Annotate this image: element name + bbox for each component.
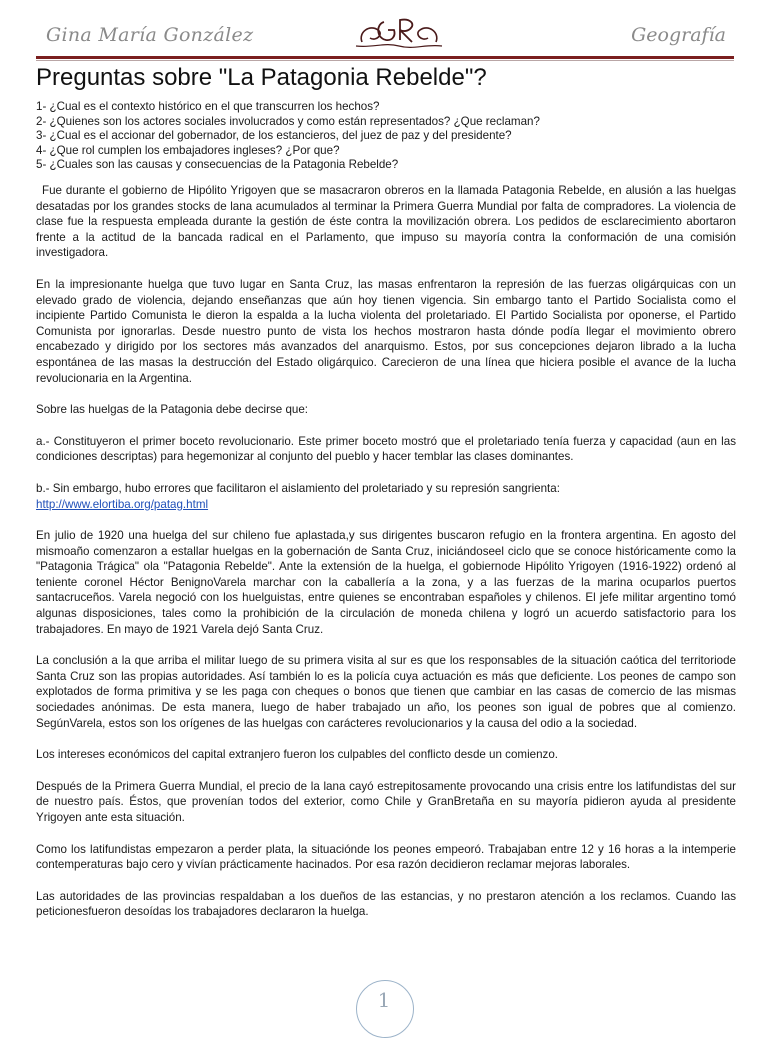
header-divider-thin [36, 60, 734, 61]
page-number: 1 [377, 988, 391, 1012]
subject-name: Geografía [631, 24, 726, 46]
monogram-logo-icon [354, 12, 444, 52]
paragraph: Fue durante el gobierno de Hipólito Yrigoyen que se masacraron obreros en la llamada Patagonia Rebelde, en alusión a las huelgas desatadas por los grandes stocks de lana acumulados al terminar la Primera Guerra Mundial por falta de compradores. La violencia de clase fue la respuesta empleada durante la gestión de éste contra la movilización obrera. Los pedidos de esclarecimiento abortaron frente a la actitud de la bancada radical en el Parlamento, que impuso su mayoría contra la conformación de una comisión investigadora. [36, 184, 736, 260]
paragraph: En julio de 1920 una huelga del sur chileno fue aplastada,y sus dirigentes buscaron refugio en la frontera argentina. En agosto del mismoaño comenzaron a estallar huelgas en la gobernación de Santa Cruz, iniciándoseel ciclo que se conoce históricamente como la "Patagonia Trágica" ola "Patagonia Rebelde". Ante la extensión de la huelga, el gobiernode Hipólito Yrigoyen (1916-1922) ordenó al teniente coronel Héctor BenignoVarela marchar con la caballería a la zona, y a las fuerzas de la marina ocuparlos puertos santacruceños. Varela negoció con los huelguistas, entre quienes se encontraban españoles y chilenos. El jefe militar argentino tomó algunas disposiciones, tales como la prohibición de la circulación de moneda chilena y logró un acuerdo satisfactorio para los trabajadores. En mayo de 1921 Varela dejó Santa Cruz. [36, 529, 736, 636]
page-title: Preguntas sobre "La Patagonia Rebelde"? [36, 64, 487, 91]
question-item: 2- ¿Quienes son los actores sociales involucrados y como están representados? ¿Que reclaman? [36, 114, 540, 128]
paragraph: En la impresionante huelga que tuvo lugar en Santa Cruz, las masas enfrentaron la represión de las fuerzas oligárquicas con un elevado grado de violencia, dejando enseñanzas que aún hoy tienen vigencia. Sin embargo tanto el Partido Socialista como el incipiente Partido Comunista le dieron la espalda a la lucha violenta del proletariado. El Partido Socialista por oponerse, el Partido Comunista por ignorarlas. Desde nuestro punto de vista los hechos mostraron hasta dónde podía llegar el movimiento obrero encabezado y dirigido por los sectores más avanzados del anarquismo. Estos, por sus concepciones dejaron librado a la lucha espontánea de las masas la destrucción del Estado oligárquico. Carecieron de una línea que hiciera posible el avance de la lucha revolucionaria en la Argentina. [36, 277, 736, 385]
source-link[interactable]: http://www.elortiba.org/patag.html [36, 497, 209, 511]
paragraph: Después de la Primera Guerra Mundial, el precio de la lana cayó estrepitosamente provocando una crisis entre los latifundistas del sur de nuestro país. Éstos, que provenían todos del exterior, como Chile y GranBretaña en su mayoría pidieron ayuda al presidente Yrigoyen ante esta situación. [36, 779, 736, 824]
author-name: Gina María González [46, 24, 254, 46]
questions-list [36, 100, 736, 173]
paragraph-with-link [36, 481, 736, 512]
page-header [0, 0, 768, 60]
paragraph: Como los latifundistas empezaron a perder plata, la situaciónde los peones empeoró. Trabajaban entre 12 y 16 horas a la intemperie contemperaturas bajo cero y vivían prácticamente hacinados. Por esa razón decidieron reclamar mejoras laborales. [36, 842, 736, 872]
paragraph: a.- Constituyeron el primer boceto revolucionario. Este primer boceto mostró que el proletariado tenía fuerza y capacidad (aun en las condiciones descriptas) para hegemonizar al conjunto del pueblo y hacer temblar las clases dominantes. [36, 434, 736, 464]
paragraph: La conclusión a la que arriba el militar luego de su primera visita al sur es que los responsables de la situación caótica del territoriode Santa Cruz son las propias autoridades. Así también lo es la policía cuya actuación es más que deficiente. Los peones de campo son explotados de forma primitiva y se les paga con cheques o bonos que tienen que cambiar en las casas de comercio de las mismas sociedades anónimas. De esta manera, luego de haber trabajado un año, los peones son igual de pobres que al comienzo. SegúnVarela, estos son los orígenes de las huelgas con carácteres revolucionarios y la causa del odio a la sociedad. [36, 654, 736, 730]
question-item: 1- ¿Cual es el contexto histórico en el que transcurren los hechos? [36, 100, 380, 113]
article-body [36, 183, 736, 936]
paragraph-text: b.- Sin embargo, hubo errores que facilitaron el aislamiento del proletariado y su represión sangrienta: [36, 481, 560, 495]
paragraph: Sobre las huelgas de la Patagonia debe decirse que: [36, 403, 309, 417]
header-divider [36, 56, 734, 59]
question-item: 5- ¿Cuales son las causas y consecuencias de la Patagonia Rebelde? [36, 158, 399, 172]
paragraph: Las autoridades de las provincias respaldaban a los dueños de las estancias, y no prestaron atención a los reclamos. Cuando las peticionesfueron desoídas los trabajadores declararon la huelga. [36, 889, 736, 919]
question-item: 3- ¿Cual es el accionar del gobernador, de los estancieros, del juez de paz y del presidente? [36, 129, 512, 143]
paragraph: Los intereses económicos del capital extranjero fueron los culpables del conflicto desde un comienzo. [36, 748, 559, 762]
question-item: 4- ¿Que rol cumplen los embajadores ingleses? ¿Por que? [36, 143, 340, 157]
